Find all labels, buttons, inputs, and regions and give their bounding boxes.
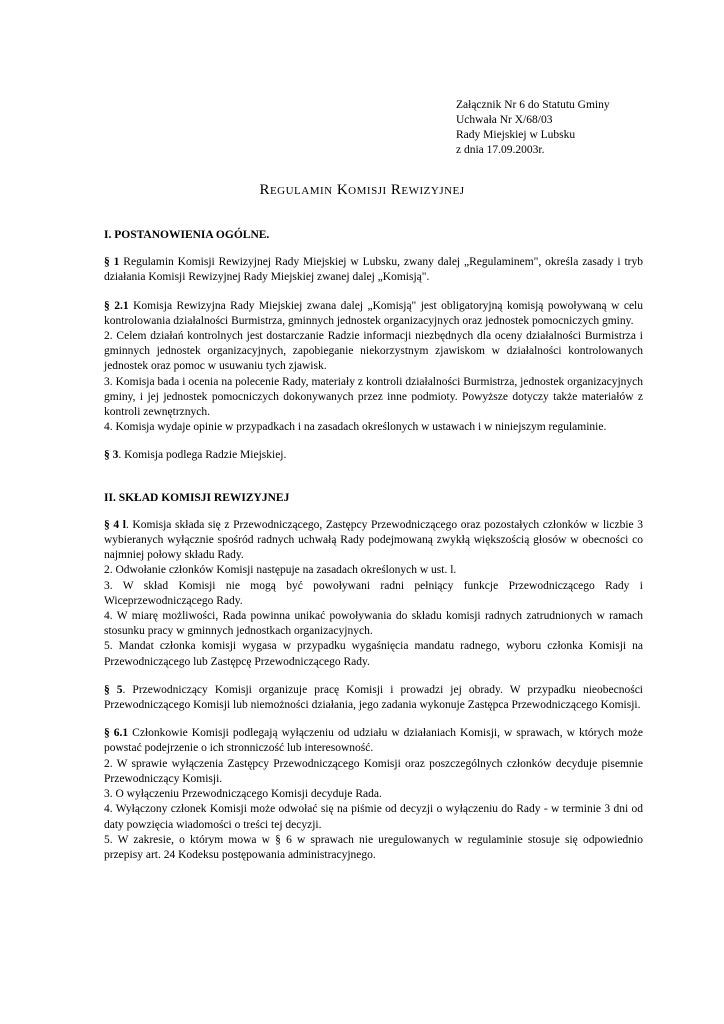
header-line-4: z dnia 17.09.2003r. [456,144,545,156]
header-line-2: Uchwała Nr X/68/03 [456,114,553,126]
section-1-heading: I. POSTANOWIENIA OGÓLNE. [104,229,270,241]
paragraph-6-item-3: 3. O wyłączeniu Przewodniczącego Komisji decyduje Rada. [104,788,382,801]
paragraph-4-item-4: 4. W miarę możliwości, Rada powinna unikać powoływania do składu komisji radnych zatrudnionych w ramach stosunku pracy w gminnych jednostkach organizacyjnych. [104,610,643,638]
paragraph-3 [104,448,643,463]
document-title [0,182,724,199]
paragraph-4-item-3: 3. W skład Komisji nie mogą być powoływani radni pełniący funkcje Przewodniczącego Rady i Wiceprzewodniczącego Rady. [104,579,643,607]
paragraph-3-text: . Komisja podlega Radzie Miejskiej. [118,449,287,462]
paragraph-6-text: Członkowie Komisji podlegają wyłączeniu od udziału w działaniach Komisji, w sprawach, w których może powstać podejrzenie o ich stronniczość lub interesowność. [104,727,644,755]
section-2-heading: II. SKŁAD KOMISJI REWIZYJNEJ [104,491,290,504]
header-line-3: Rady Miejskiej w Lubsku [456,129,576,141]
paragraph-4-text: . Komisja składa się z Przewodniczącego, Zastępcy Przewodniczącego oraz pozostałych członków w liczbie 3 wybieranych wyłącznie spośród radnych uchwałą Rady podejmowaną zwykłą większością głosów w obecności co najmniej połowy składu Rady. [104,518,643,562]
paragraph-3-mark: § 3 [104,449,119,462]
paragraph-6-mark: § 6.1 [104,727,129,740]
paragraph-1-text: Regulamin Komisji Rewizyjnej Rady Miejskiej w Lubsku, zwany dalej „Regulaminem", określa zasady i tryb działania Komisji Rewizyjnej Rady Miejskiej zwanej dalej „Komisją". [104,256,644,284]
header-line-1: Załącznik Nr 6 do Statutu Gminy [456,99,610,111]
paragraph-5-mark: § 5 [104,683,123,696]
paragraph-6-item-2: 2. W sprawie wyłączenia Zastępcy Przewodniczącego Komisji oraz poszczególnych członków decyduje pisemnie Przewodniczący Komisji. [104,757,643,785]
paragraph-5 [104,683,643,713]
paragraph-2-item-3: 3. Komisja bada i ocenia na polecenie Rady, materiały z kontroli działalności Burmistrza, jednostek organizacyjnych gminy, i jej jednostek pomocniczych dokonywanych przez inne podmioty. Powyższe dotyczy także materiałów z kontroli zewnętrznych. [104,375,643,419]
paragraph-2-text: Komisja Rewizyjna Rady Miejskiej zwana dalej „Komisją" jest obligatoryjną komisją powoływaną w celu kontrolowania działalności Burmistrza, gminnych jednostek organizacyjnych oraz jednostek pomocniczych gminy. [104,299,644,327]
paragraph-6-item-4: 4. Wyłączony członek Komisji może odwołać się na piśmie od decyzji o wyłączeniu do Rady - w terminie 3 dni od daty powzięcia wiadomości o treści tej decyzji. [104,803,643,831]
paragraph-2-mark: § 2.1 [104,299,129,312]
document-title-text: Regulamin Komisji Rewizyjnej [259,182,465,198]
paragraph-2 [104,299,643,436]
document-body [104,228,643,876]
paragraph-4-mark: § 4 l [104,518,126,531]
paragraph-6-item-5: 5. W zakresie, o którym mowa w § 6 w sprawach nie uregulowanych w regulaminie stosuje się odpowiednio przepisy art. 24 Kodeksu postępowania administracyjnego. [104,833,643,861]
paragraph-2-item-2: 2. Celem działań kontrolnych jest dostarczanie Radzie informacji niezbędnych dla oceny działalności Burmistrza i gminnych jednostek organizacyjnych, zapobieganie niekorzystnym zjawiskom w działalności kontrolowanych jednostek oraz pomoc w usuwaniu tych zjawisk. [104,330,643,373]
paragraph-4-item-5: 5. Mandat członka komisji wygasa w przypadku wygaśnięcia mandatu radnego, wyboru członka Komisji na Przewodniczącego lub Zastępcę Przewodniczącego Rady. [104,640,643,668]
paragraph-1 [104,255,643,285]
paragraph-2-item-4: 4. Komisja wydaje opinie w przypadkach i na zasadach określonych w ustawach i w niniejszym regulaminie. [104,421,607,434]
paragraph-5-text: . Przewodniczący Komisji organizuje pracę Komisji i prowadzi jej obrady. W przypadku nieobecności Przewodniczącego Komisji lub niemożności działania, jego zadania wykonuje Zastępca Przewodniczącego Komisji. [104,683,643,712]
paragraph-4-item-2: 2. Odwołanie członków Komisji następuje na zasadach określonych w ust. l. [104,564,457,577]
attachment-header [456,98,610,158]
paragraph-4 [104,518,643,670]
paragraph-6 [104,726,643,863]
paragraph-1-mark: § 1 [104,256,120,269]
